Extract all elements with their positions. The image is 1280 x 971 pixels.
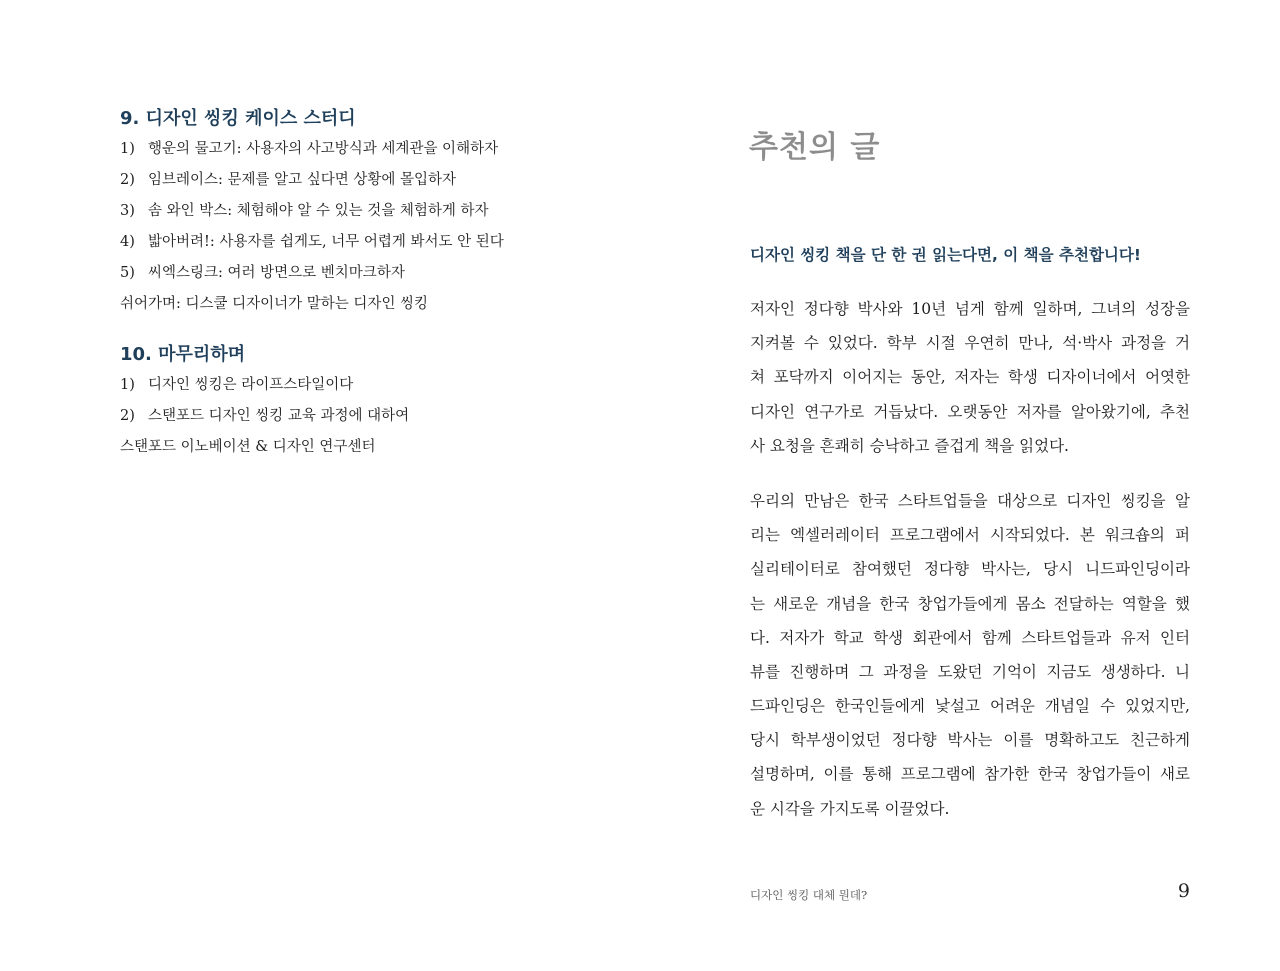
text-line: 설명하며, 이를 통해 프로그램에 참가한 한국 창업가들이 새로 [750,765,1190,784]
text-line: 는 새로운 개념을 한국 창업가들에게 몸소 전달하는 역할을 했 [750,594,1190,613]
section-9-list [120,134,590,320]
text-line: 뷰를 진행하며 그 과정을 도왔던 기억이 지금도 생생하다. 니 [750,662,1190,681]
toc-item-text: 솜 와인 박스: 체험해야 알 수 있는 것을 체험하게 하자 [148,203,489,219]
running-footer-title: 디자인 씽킹 대체 뭔데? [750,888,868,902]
toc-item [120,401,590,432]
text-line: 다. 저자가 학교 학생 회관에서 함께 스타트업들과 유저 인터 [750,628,1190,647]
toc-item-text: 밟아버려!: 사용자를 쉽게도, 너무 어렵게 봐서도 안 된다 [148,234,504,250]
text-line: 사 요청을 흔쾌히 승낙하고 즐겁게 책을 읽었다. [750,436,1069,455]
foreword-heading: 추천의 글 [749,130,881,165]
text-line: 실리테이터로 참여했던 정다향 박사는, 당시 니드파인딩이라 [750,560,1190,579]
page-number: 9 [1177,880,1190,902]
text-line: 저자인 정다향 박사와 10년 넘게 함께 일하며, 그녀의 성장을 [750,300,1190,318]
text-line: 우리의 만남은 한국 스타트업들을 대상으로 디자인 씽킹을 알 [750,491,1190,510]
toc-item [120,165,590,196]
toc-item-text: 행운의 물고기: 사용자의 사고방식과 세계관을 이해하자 [148,141,499,157]
toc-item [120,196,590,227]
toc-item [120,134,590,165]
foreword-paragraph-2 [750,484,1190,826]
foreword-subtitle: 디자인 씽킹 책을 단 한 권 읽는다면, 이 책을 추천합니다! [750,246,1141,264]
section-10-list [120,370,590,463]
text-line: 리는 엑셀러레이터 프로그램에서 시작되었다. 본 워크숍의 퍼 [750,526,1190,545]
text-line: 당시 학부생이었던 정다향 박사는 이를 명확하고도 친근하게 [750,731,1190,750]
text-line: 드파인딩은 한국인들에게 낯설고 어려운 개념일 수 있었지만, [750,697,1190,716]
foreword-body [750,292,1190,826]
toc-extra-item: 쉬어가며: 디스쿨 디자이너가 말하는 디자인 씽킹 [120,296,429,312]
section-9-title: 9. 디자인 씽킹 케이스 스터디 [120,108,356,129]
text-line: 운 시각을 가지도록 이끌었다. [750,799,950,818]
toc-item-number: 1) [120,377,135,393]
toc-item [120,370,590,401]
toc-item-number: 1) [120,141,135,157]
toc-item-number: 3) [120,203,135,219]
toc-item-number: 2) [120,172,135,188]
toc-item-number: 5) [120,265,135,281]
toc-extra-item: 스탠포드 이노베이션 & 디자인 연구센터 [120,439,376,455]
toc-item [120,258,590,289]
toc-item [120,227,590,258]
table-of-contents [120,104,590,463]
section-10-title: 10. 마무리하며 [120,344,246,365]
toc-item-text: 임브레이스: 문제를 알고 싶다면 상황에 몰입하자 [148,172,457,188]
text-line: 쳐 포닥까지 이어지는 동안, 저자는 학생 디자이너에서 어엿한 [750,368,1190,387]
text-line: 지켜볼 수 있었다. 학부 시절 우연히 만나, 석·박사 과정을 거 [750,334,1190,353]
right-page [640,0,1280,971]
foreword-paragraph-1 [750,292,1190,463]
toc-item-text: 스탠포드 디자인 씽킹 교육 과정에 대하여 [148,408,410,424]
text-line: 디자인 연구가로 거듭났다. 오랫동안 저자를 알아왔기에, 추천 [750,402,1190,421]
toc-item-text: 씨엑스링크: 여러 방면으로 벤치마크하자 [148,265,405,281]
toc-item-number: 4) [120,234,135,250]
toc-item-text: 디자인 씽킹은 라이프스타일이다 [148,377,354,393]
toc-item-number: 2) [120,408,135,424]
